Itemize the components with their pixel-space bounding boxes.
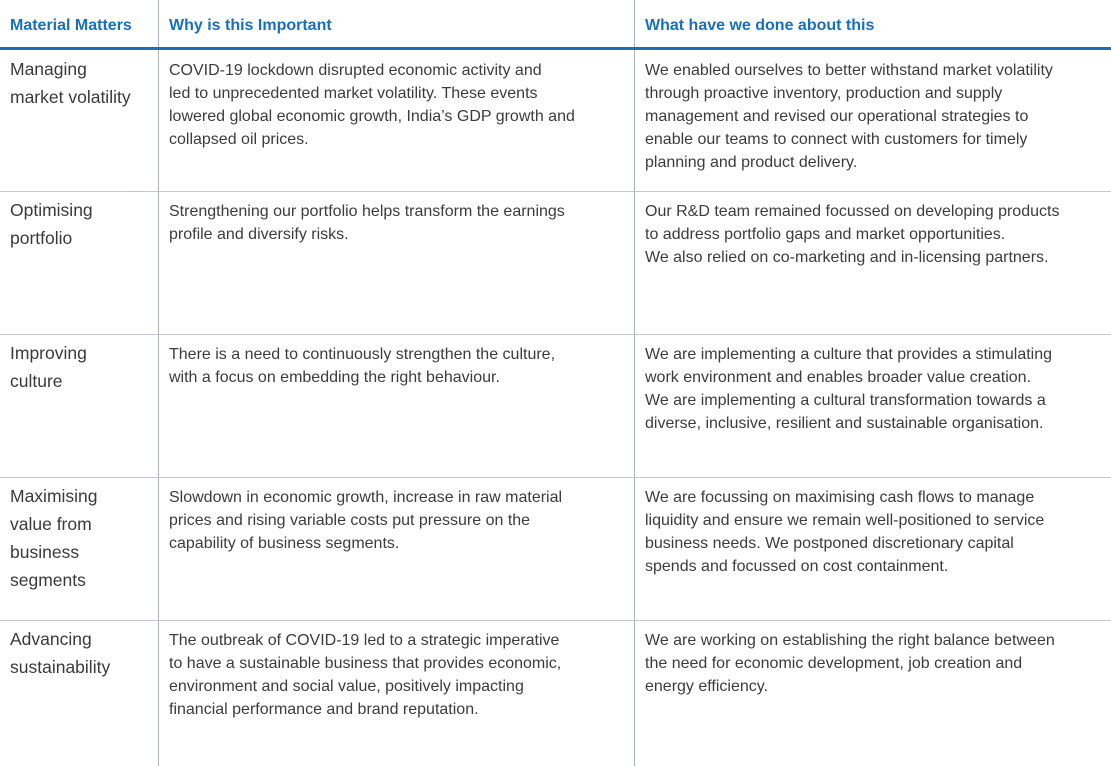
what-done-cell: Our R&D team remained focussed on developing products to address portfolio gaps and market opportunities. We also relied on co-marketing and in-licensing partners. [634,191,1111,334]
what-done-cell: We are focussing on maximising cash flows to manage liquidity and ensure we remain well-positioned to service business needs. We postponed discretionary capital spends and focussed on cost containment. [634,477,1111,620]
what-done-cell: We enabled ourselves to better withstand market volatility through proactive inventory, production and supply management and revised our operational strategies to enable our teams to connect with customers for timely planning and product delivery. [634,50,1111,191]
what-done-cell: We are working on establishing the right balance between the need for economic development, job creation and energy efficiency. [634,620,1111,766]
why-important-cell: Strengthening our portfolio helps transform the earnings profile and diversify risks. [158,191,634,334]
table-row-advancing-sustainability [0,620,1111,766]
what-done-cell: We are implementing a culture that provides a stimulating work environment and enables broader value creation. We are implementing a cultural transformation towards a diverse, inclusive, resilient and sustainable organisation. [634,334,1111,477]
material-matter-cell: Optimising portfolio [10,200,93,248]
material-matter-cell: Maximising value from business segments [10,486,98,590]
table-row-maximising-value [0,477,1111,621]
header-what-done: What have we done about this [634,0,1111,47]
header-material-matters: Material Matters [10,17,132,34]
table-row-optimising-portfolio [0,191,1111,335]
table-header-row [0,0,1111,50]
why-important-cell: There is a need to continuously strengthen the culture, with a focus on embedding the right behaviour. [158,334,634,477]
header-why-important: Why is this Important [158,0,634,47]
material-matter-cell: Managing market volatility [10,59,131,107]
why-important-cell: The outbreak of COVID-19 led to a strategic imperative to have a sustainable business that provides economic, environment and social value, positively impacting financial performance and brand reputation. [158,620,634,766]
table-row-improving-culture [0,334,1111,478]
why-important-cell: Slowdown in economic growth, increase in raw material prices and rising variable costs put pressure on the capability of business segments. [158,477,634,620]
material-matter-cell: Improving culture [10,343,87,391]
why-important-cell: COVID-19 lockdown disrupted economic activity and led to unprecedented market volatility. These events lowered global economic growth, India’s GDP growth and collapsed oil prices. [158,50,634,191]
table-row-managing-market-volatility [0,50,1111,192]
material-matter-cell: Advancing sustainability [10,629,111,677]
